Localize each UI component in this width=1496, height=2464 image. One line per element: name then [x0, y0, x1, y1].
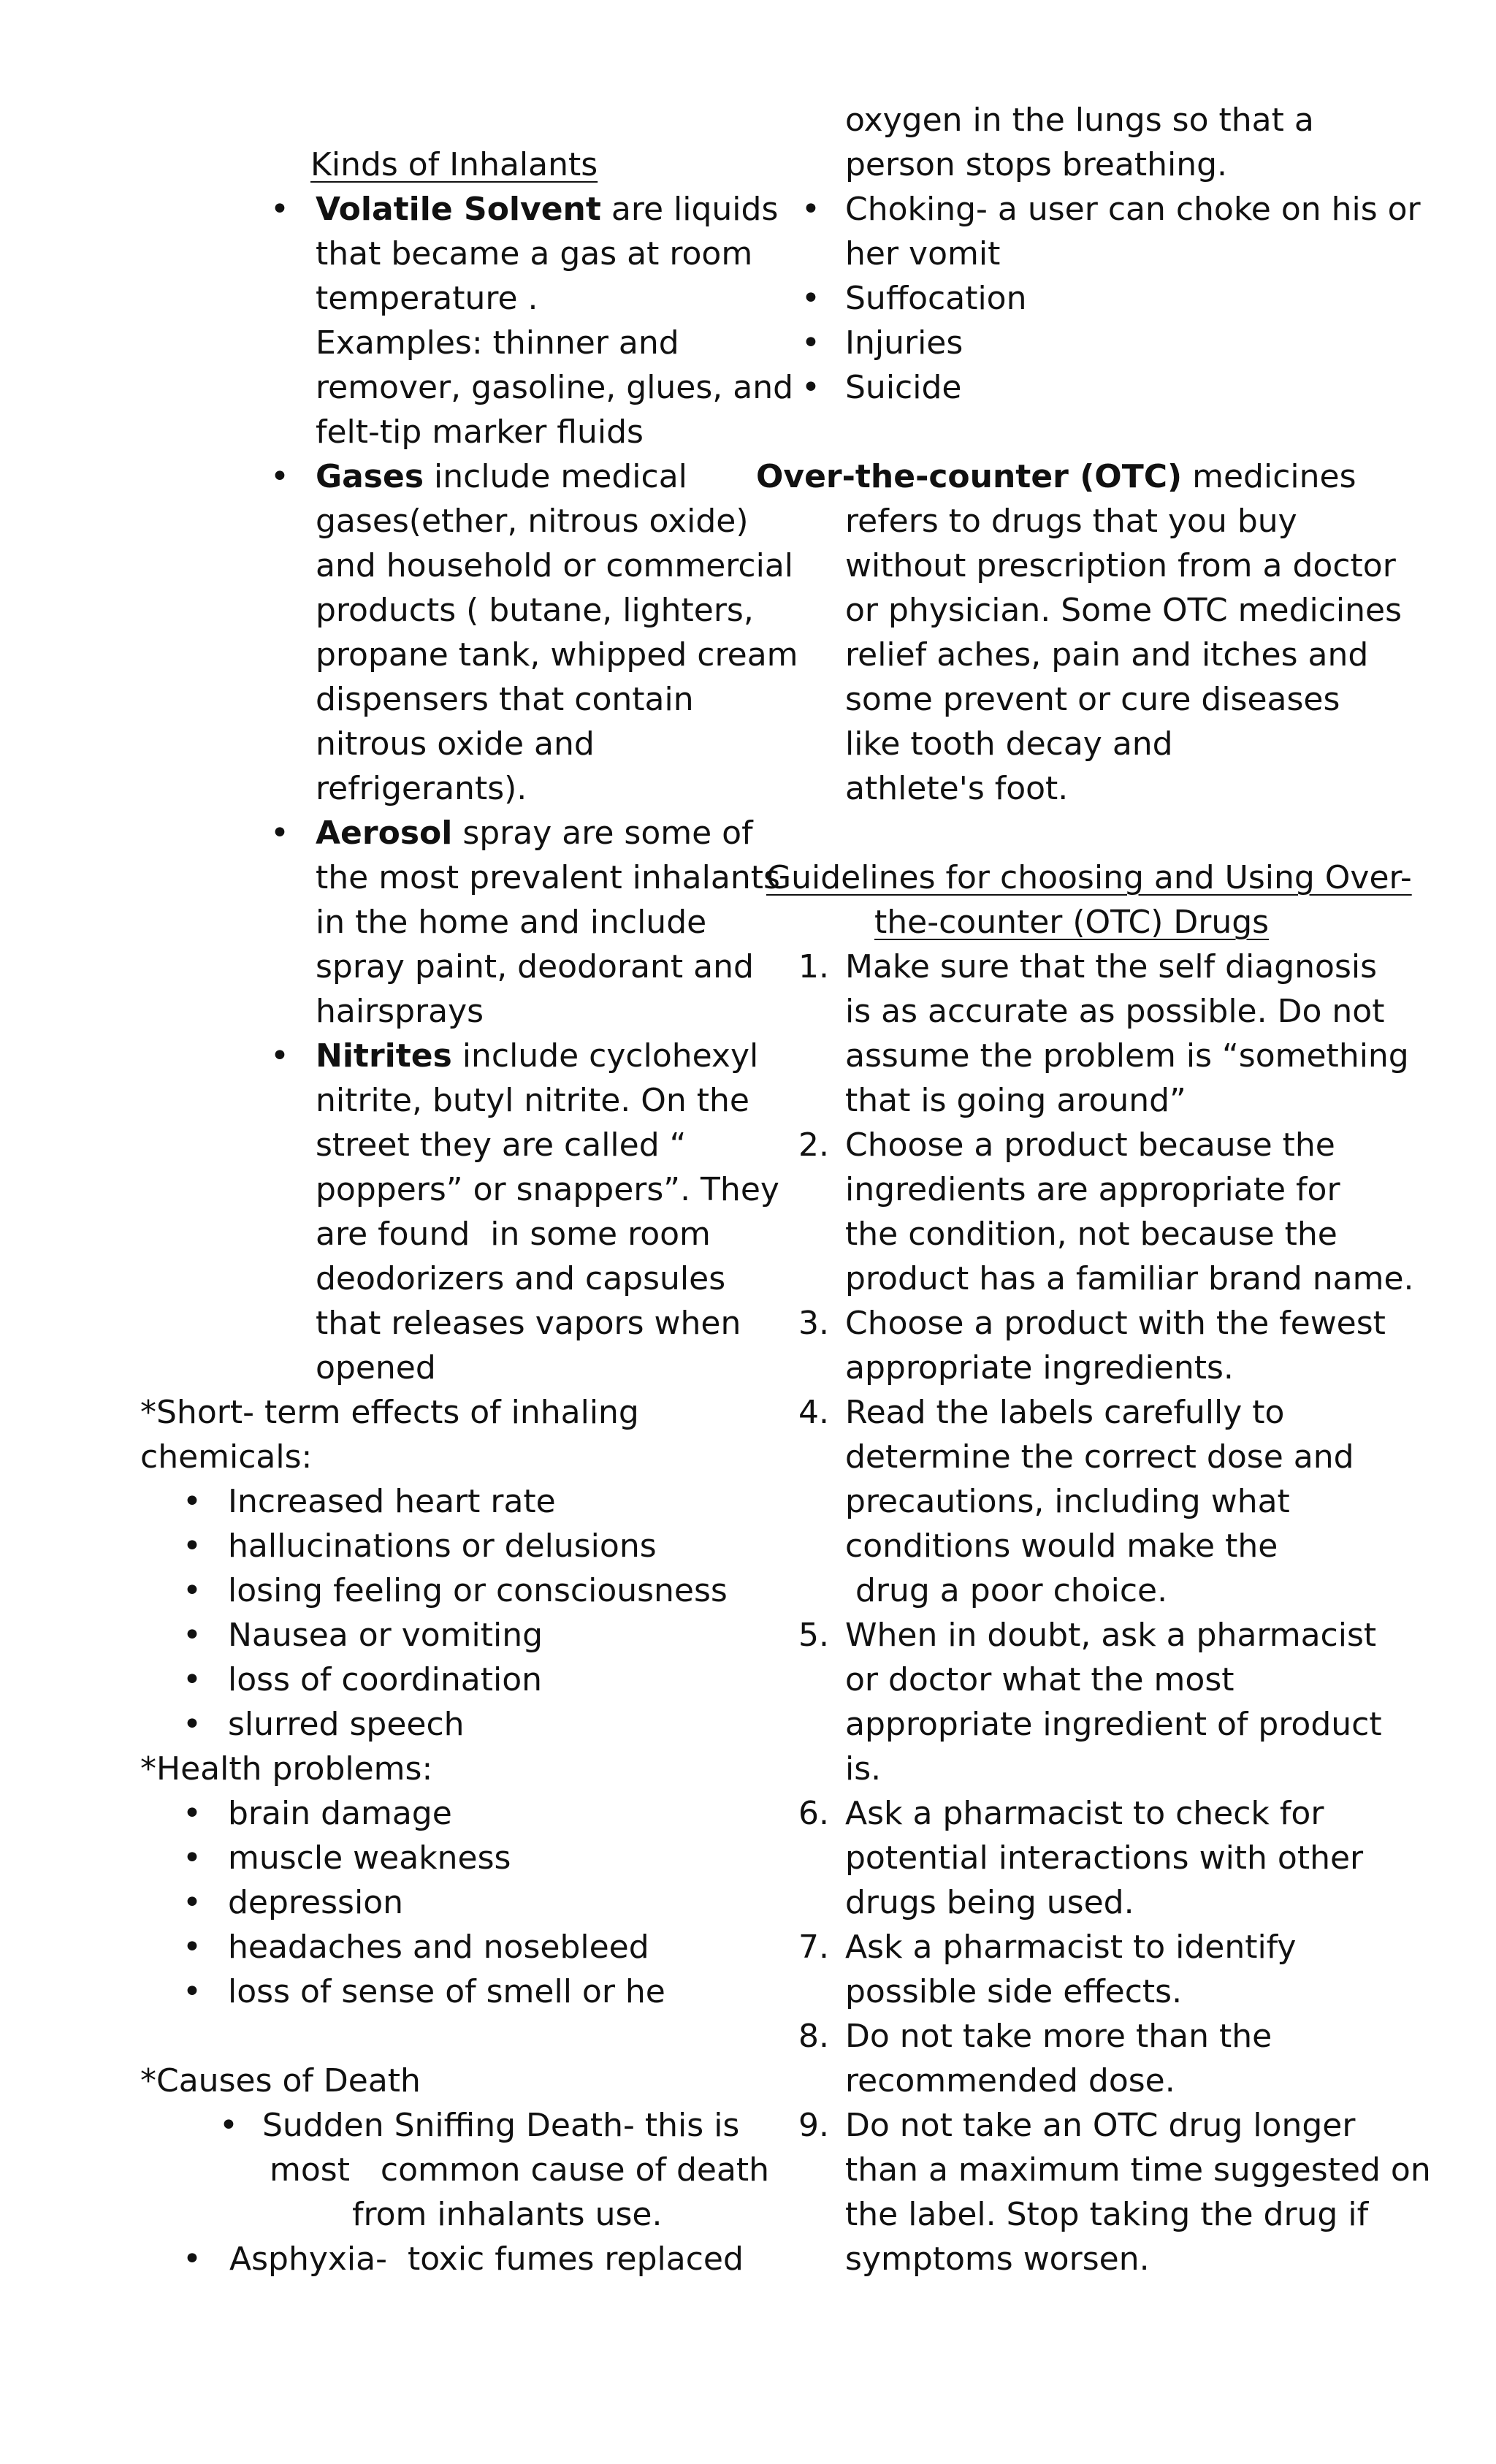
- kind-item-gases: [0, 454, 798, 811]
- list-item-text: • loss of sense of smell or he: [228, 1973, 665, 2010]
- kind-line: are liquids: [600, 191, 779, 228]
- list-item: [140, 2237, 760, 2281]
- otc-term: Over-the-counter (OTC): [756, 458, 1183, 495]
- guideline-number: 9.: [798, 2107, 829, 2144]
- guideline-line: Ask a pharmacist to identify: [845, 1929, 1297, 1966]
- guidelines-heading: [756, 900, 1384, 945]
- kind-line: felt-tip marker fluids: [316, 413, 644, 451]
- guideline-number: 4.: [798, 1394, 829, 1431]
- guidelines-heading: [756, 855, 1412, 900]
- kind-line: opened: [316, 1349, 436, 1387]
- list-item-text: • Injuries: [845, 324, 963, 362]
- list-item: [140, 1836, 760, 1880]
- list-item: [140, 1524, 760, 1568]
- list-item-text: • Choking- a user can choke on his or: [845, 191, 1421, 228]
- guideline-item: [756, 945, 1409, 1123]
- list-item-text: • Suffocation: [845, 280, 1027, 317]
- kind-line: the most prevalent inhalants: [316, 859, 780, 896]
- guideline-line: assume the problem is “something: [845, 1037, 1409, 1075]
- list-item-text: • losing feeling or consciousness: [228, 1572, 728, 1609]
- guideline-line: Make sure that the self diagnosis: [845, 948, 1378, 985]
- guideline-line: is as accurate as possible. Do not: [845, 993, 1385, 1030]
- kind-line: remover, gasoline, glues, and: [316, 369, 794, 406]
- guideline-line: conditions would make the: [845, 1527, 1278, 1565]
- list-item-text: • brain damage: [228, 1795, 452, 1832]
- asphyxia-continued: oxygen in the lungs so that a: [845, 102, 1314, 139]
- guideline-number: 6.: [798, 1795, 829, 1832]
- list-item-text: from inhalants use.: [352, 2196, 663, 2233]
- guideline-line: Do not take more than the: [845, 2018, 1272, 2055]
- otc-line: some prevent or cure diseases: [845, 681, 1340, 718]
- list-item: [756, 187, 1421, 276]
- otc-line: athlete's foot.: [845, 770, 1069, 807]
- list-item-text: • headaches and nosebleed: [228, 1929, 649, 1966]
- kind-line: nitrous oxide and: [316, 725, 595, 763]
- guideline-number: 1.: [798, 948, 829, 985]
- guideline-line: is.: [845, 1750, 882, 1788]
- kind-line: propane tank, whipped cream: [316, 636, 798, 674]
- guideline-line: drug a poor choice.: [845, 1572, 1168, 1609]
- health-heading: *Health problems:: [140, 1750, 433, 1788]
- guideline-line: determine the correct dose and: [845, 1438, 1354, 1476]
- list-item: [140, 1479, 760, 1524]
- guideline-item: [756, 1123, 1414, 1301]
- guideline-line: precautions, including what: [845, 1483, 1290, 1520]
- list-item-text: • slurred speech: [228, 1706, 465, 1743]
- guideline-line: than a maximum time suggested on: [845, 2151, 1431, 2189]
- kind-line: and household or commercial: [316, 547, 794, 584]
- list-item: [756, 365, 1384, 410]
- guidelines-heading-text: the-counter (OTC) Drugs: [874, 904, 1270, 941]
- guideline-line: or doctor what the most: [845, 1661, 1234, 1698]
- guideline-item: [756, 1613, 1384, 1791]
- short-term-heading: *Short- term effects of inhaling: [140, 1394, 639, 1431]
- kind-line: Examples: thinner and: [316, 324, 679, 362]
- kind-line: are found in some room: [316, 1216, 711, 1253]
- kind-line: dispensers that contain: [316, 681, 694, 718]
- list-item: [140, 1613, 760, 1658]
- guideline-number: 7.: [798, 1929, 829, 1966]
- list-item-text: • Sudden Sniffing Death- this is: [262, 2107, 740, 2144]
- kind-line: poppers” or snappers”. They: [316, 1171, 779, 1208]
- short-term-section: [0, 1390, 770, 2281]
- guideline-item: [756, 2103, 1431, 2281]
- kinds-heading-text: Kinds of Inhalants: [310, 146, 598, 183]
- list-item: [140, 1568, 760, 1613]
- list-item: [756, 321, 1384, 365]
- short-term-heading: chemicals:: [140, 1438, 313, 1476]
- list-item: [140, 1880, 760, 1925]
- list-item: [140, 1702, 760, 1747]
- kind-term: Volatile Solvent: [316, 191, 601, 228]
- guideline-line: that is going around”: [845, 1082, 1186, 1119]
- kind-term: Nitrites: [316, 1037, 452, 1075]
- kind-line: refrigerants).: [316, 770, 527, 807]
- otc-line: like tooth decay and: [845, 725, 1173, 763]
- list-item-text: • Increased heart rate: [228, 1483, 556, 1520]
- guideline-item: [756, 1791, 1384, 1925]
- death-heading: *Causes of Death: [140, 2062, 421, 2099]
- kind-line: hairsprays: [316, 993, 484, 1030]
- list-item-text: most common cause of death: [270, 2151, 770, 2189]
- guideline-item: [756, 1301, 1384, 1390]
- guideline-number: 3.: [798, 1305, 829, 1342]
- guideline-line: the condition, not because the: [845, 1216, 1337, 1253]
- guideline-line: drugs being used.: [845, 1884, 1134, 1921]
- guideline-line: appropriate ingredient of product: [845, 1706, 1382, 1743]
- kind-line: include cyclohexyl: [451, 1037, 759, 1075]
- list-item-text: • Suicide: [845, 369, 962, 406]
- kind-term: Gases: [316, 458, 424, 495]
- list-item: [140, 1791, 760, 1836]
- otc-line: or physician. Some OTC medicines: [845, 592, 1402, 629]
- kind-term: Aerosol: [316, 815, 453, 852]
- guideline-line: the label. Stop taking the drug if: [845, 2196, 1369, 2233]
- list-item: [140, 1925, 760, 1969]
- otc-definition: [756, 454, 1384, 499]
- guideline-item: [756, 1390, 1384, 1613]
- guideline-line: appropriate ingredients.: [845, 1349, 1234, 1387]
- list-item-text: • hallucinations or delusions: [228, 1527, 657, 1565]
- guideline-line: Ask a pharmacist to check for: [845, 1795, 1324, 1832]
- guidelines-heading-text: Guidelines for choosing and Using Over-: [766, 859, 1412, 896]
- guideline-item: [756, 2014, 1384, 2103]
- kind-line: in the home and include: [316, 904, 707, 941]
- kind-line: temperature .: [316, 280, 538, 317]
- kind-item-volatile-solvent: [0, 187, 794, 454]
- guideline-line: potential interactions with other: [845, 1839, 1364, 1877]
- kinds-heading: [0, 142, 760, 187]
- guideline-line: possible side effects.: [845, 1973, 1183, 2010]
- guideline-line: When in doubt, ask a pharmacist: [845, 1617, 1377, 1654]
- guideline-item: [756, 1925, 1384, 2014]
- list-item: [140, 2103, 770, 2237]
- guideline-number: 5.: [798, 1617, 829, 1654]
- otc-line: without prescription from a doctor: [845, 547, 1396, 584]
- kind-line: deodorizers and capsules: [316, 1260, 726, 1297]
- guideline-line: Choose a product with the fewest: [845, 1305, 1386, 1342]
- otc-line: refers to drugs that you buy: [845, 503, 1297, 540]
- list-item-text: • Asphyxia- toxic fumes replaced: [229, 2240, 744, 2278]
- list-item-text: • loss of coordination: [228, 1661, 543, 1698]
- kind-item-nitrites: [0, 1034, 779, 1390]
- list-item-text: her vomit: [845, 235, 1001, 272]
- right-column: [756, 102, 1431, 2281]
- list-item: [140, 1969, 760, 2014]
- kind-line: gases(ether, nitrous oxide): [316, 503, 749, 540]
- guideline-line: Read the labels carefully to: [845, 1394, 1285, 1431]
- kind-line: include medical: [424, 458, 687, 495]
- kind-line: that releases vapors when: [316, 1305, 741, 1342]
- otc-line: relief aches, pain and itches and: [845, 636, 1369, 674]
- kind-line: street they are called “: [316, 1126, 687, 1164]
- list-item: [756, 276, 1384, 321]
- kind-line: nitrite, butyl nitrite. On the: [316, 1082, 749, 1119]
- list-item-text: • depression: [228, 1884, 404, 1921]
- asphyxia-continued: person stops breathing.: [845, 146, 1227, 183]
- guideline-line: Do not take an OTC drug longer: [845, 2107, 1356, 2144]
- list-item-text: • Nausea or vomiting: [228, 1617, 543, 1654]
- guideline-number: 2.: [798, 1126, 829, 1164]
- kind-line: spray are some of: [452, 815, 753, 852]
- list-item-text: • muscle weakness: [228, 1839, 511, 1877]
- guideline-line: product has a familiar brand name.: [845, 1260, 1414, 1297]
- guideline-line: Choose a product because the: [845, 1126, 1335, 1164]
- kind-line: that became a gas at room: [316, 235, 753, 272]
- guideline-line: recommended dose.: [845, 2062, 1175, 2099]
- guideline-line: ingredients are appropriate for: [845, 1171, 1340, 1208]
- otc-line: medicines: [1182, 458, 1356, 495]
- left-column: [0, 142, 798, 2281]
- guideline-number: 8.: [798, 2018, 829, 2055]
- list-item: [140, 1658, 760, 1702]
- kind-line: spray paint, deodorant and: [316, 948, 754, 985]
- kind-line: products ( butane, lighters,: [316, 592, 754, 629]
- kind-item-aerosol: [0, 811, 780, 1034]
- guideline-line: symptoms worsen.: [845, 2240, 1150, 2278]
